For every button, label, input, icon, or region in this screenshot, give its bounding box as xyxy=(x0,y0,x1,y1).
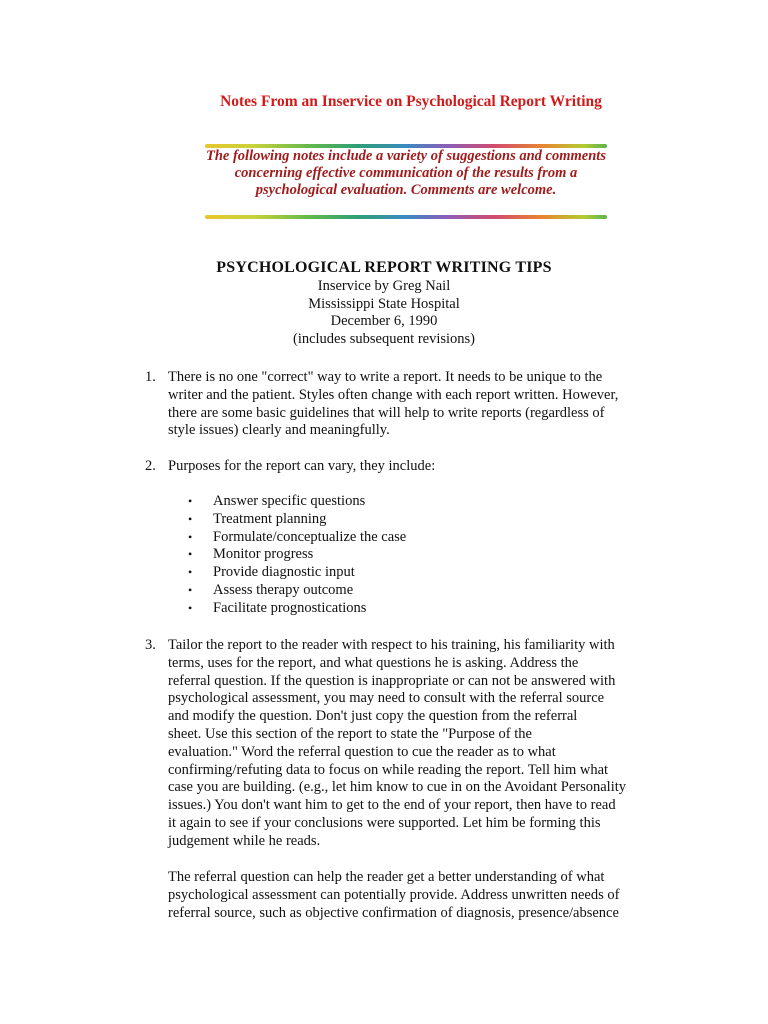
item-line: and modify the question. Don't just copy the question from the referral xyxy=(168,708,578,725)
item-line: referral question. If the question is inappropriate or can not be answered with xyxy=(168,672,616,689)
item-number: 2. xyxy=(145,458,156,474)
bullet-item: • Answer specific questions xyxy=(188,493,366,509)
byline: Inservice by Greg Nail xyxy=(317,278,451,294)
item-line: judgement while he reads. xyxy=(168,832,321,849)
paragraph-line: referral source, such as objective confirmation of diagnosis, presence/absence xyxy=(168,904,619,921)
bullet-dot: • xyxy=(188,511,193,526)
bullet-item: • Treatment planning xyxy=(188,510,327,527)
item-line: writer and the patient. Styles often change with each report written. However, xyxy=(168,386,619,403)
paragraph-line: The referral question can help the reader get a better understanding of what xyxy=(168,869,605,885)
revision-note: (includes subsequent revisions) xyxy=(292,330,476,347)
referral-paragraph xyxy=(168,869,673,922)
bullet-dot: • xyxy=(188,529,193,544)
bullet-dot: • xyxy=(188,582,193,597)
bullet-item: • Monitor progress xyxy=(188,546,314,563)
intro-line: psychological evaluation. Comments are welcome. xyxy=(255,182,557,199)
decorative-rule-bottom xyxy=(205,215,607,219)
item-line: evaluation." Word the referral question to cue the reader as to what xyxy=(168,743,556,760)
tips-title: PSYCHOLOGICAL REPORT WRITING TIPS xyxy=(216,259,552,276)
intro-note xyxy=(190,148,622,200)
bullet-item: • Assess therapy outcome xyxy=(188,581,354,598)
item-line: There is no one "correct" way to write a report. It needs to be unique to the xyxy=(168,369,603,385)
paragraph-line: psychological assessment can potentially provide. Address unwritten needs of xyxy=(168,886,620,903)
bullet-dot: • xyxy=(188,547,193,562)
date: December 6, 1990 xyxy=(330,313,438,330)
item-line: confirming/refuting data to focus on while reading the report. Tell him what xyxy=(168,761,609,778)
bullet-item: • Facilitate prognostications xyxy=(188,599,367,616)
bullet-item: • Formulate/conceptualize the case xyxy=(188,528,407,545)
item-line: psychological assessment, you may need to consult with the referral source xyxy=(168,690,605,707)
item-number: 1. xyxy=(145,369,156,385)
item-line: issues.) You don't want him to get to the end of your report, then have to read xyxy=(168,797,616,814)
item-text xyxy=(168,637,673,851)
item-line: Purposes for the report can vary, they include: xyxy=(168,458,436,474)
item-text xyxy=(168,458,673,476)
item-line: style issues) clearly and meaningfully. xyxy=(168,422,390,439)
bullet-dot: • xyxy=(188,494,193,508)
bullet-item: • Provide diagnostic input xyxy=(188,564,355,581)
institution: Mississippi State Hospital xyxy=(308,295,460,312)
item-line: terms, uses for the report, and what questions he is asking. Address the xyxy=(168,654,579,671)
bullet-dot: • xyxy=(188,600,193,615)
item-line: it again to see if your conclusions were supported. Let him be forming this xyxy=(168,814,601,831)
bullet-dot: • xyxy=(188,565,193,580)
item-line: Tailor the report to the reader with respect to his training, his familiarity with xyxy=(168,637,615,653)
item-number: 3. xyxy=(145,637,156,653)
item-text xyxy=(168,369,673,440)
tips-heading-block xyxy=(0,259,768,348)
item-line: case you are building. (e.g., let him know to cue in on the Avoidant Personality xyxy=(168,779,626,796)
intro-line: The following notes include a variety of suggestions and comments xyxy=(206,148,606,164)
item-line: there are some basic guidelines that will help to write reports (regardless of xyxy=(168,404,605,421)
intro-line: concerning effective communication of the results from a xyxy=(234,165,578,182)
item-line: sheet. Use this section of the report to state the "Purpose of the xyxy=(168,725,532,742)
purpose-bullet-list xyxy=(188,493,588,618)
document-title: Notes From an Inservice on Psychological Report Writing xyxy=(220,93,602,110)
